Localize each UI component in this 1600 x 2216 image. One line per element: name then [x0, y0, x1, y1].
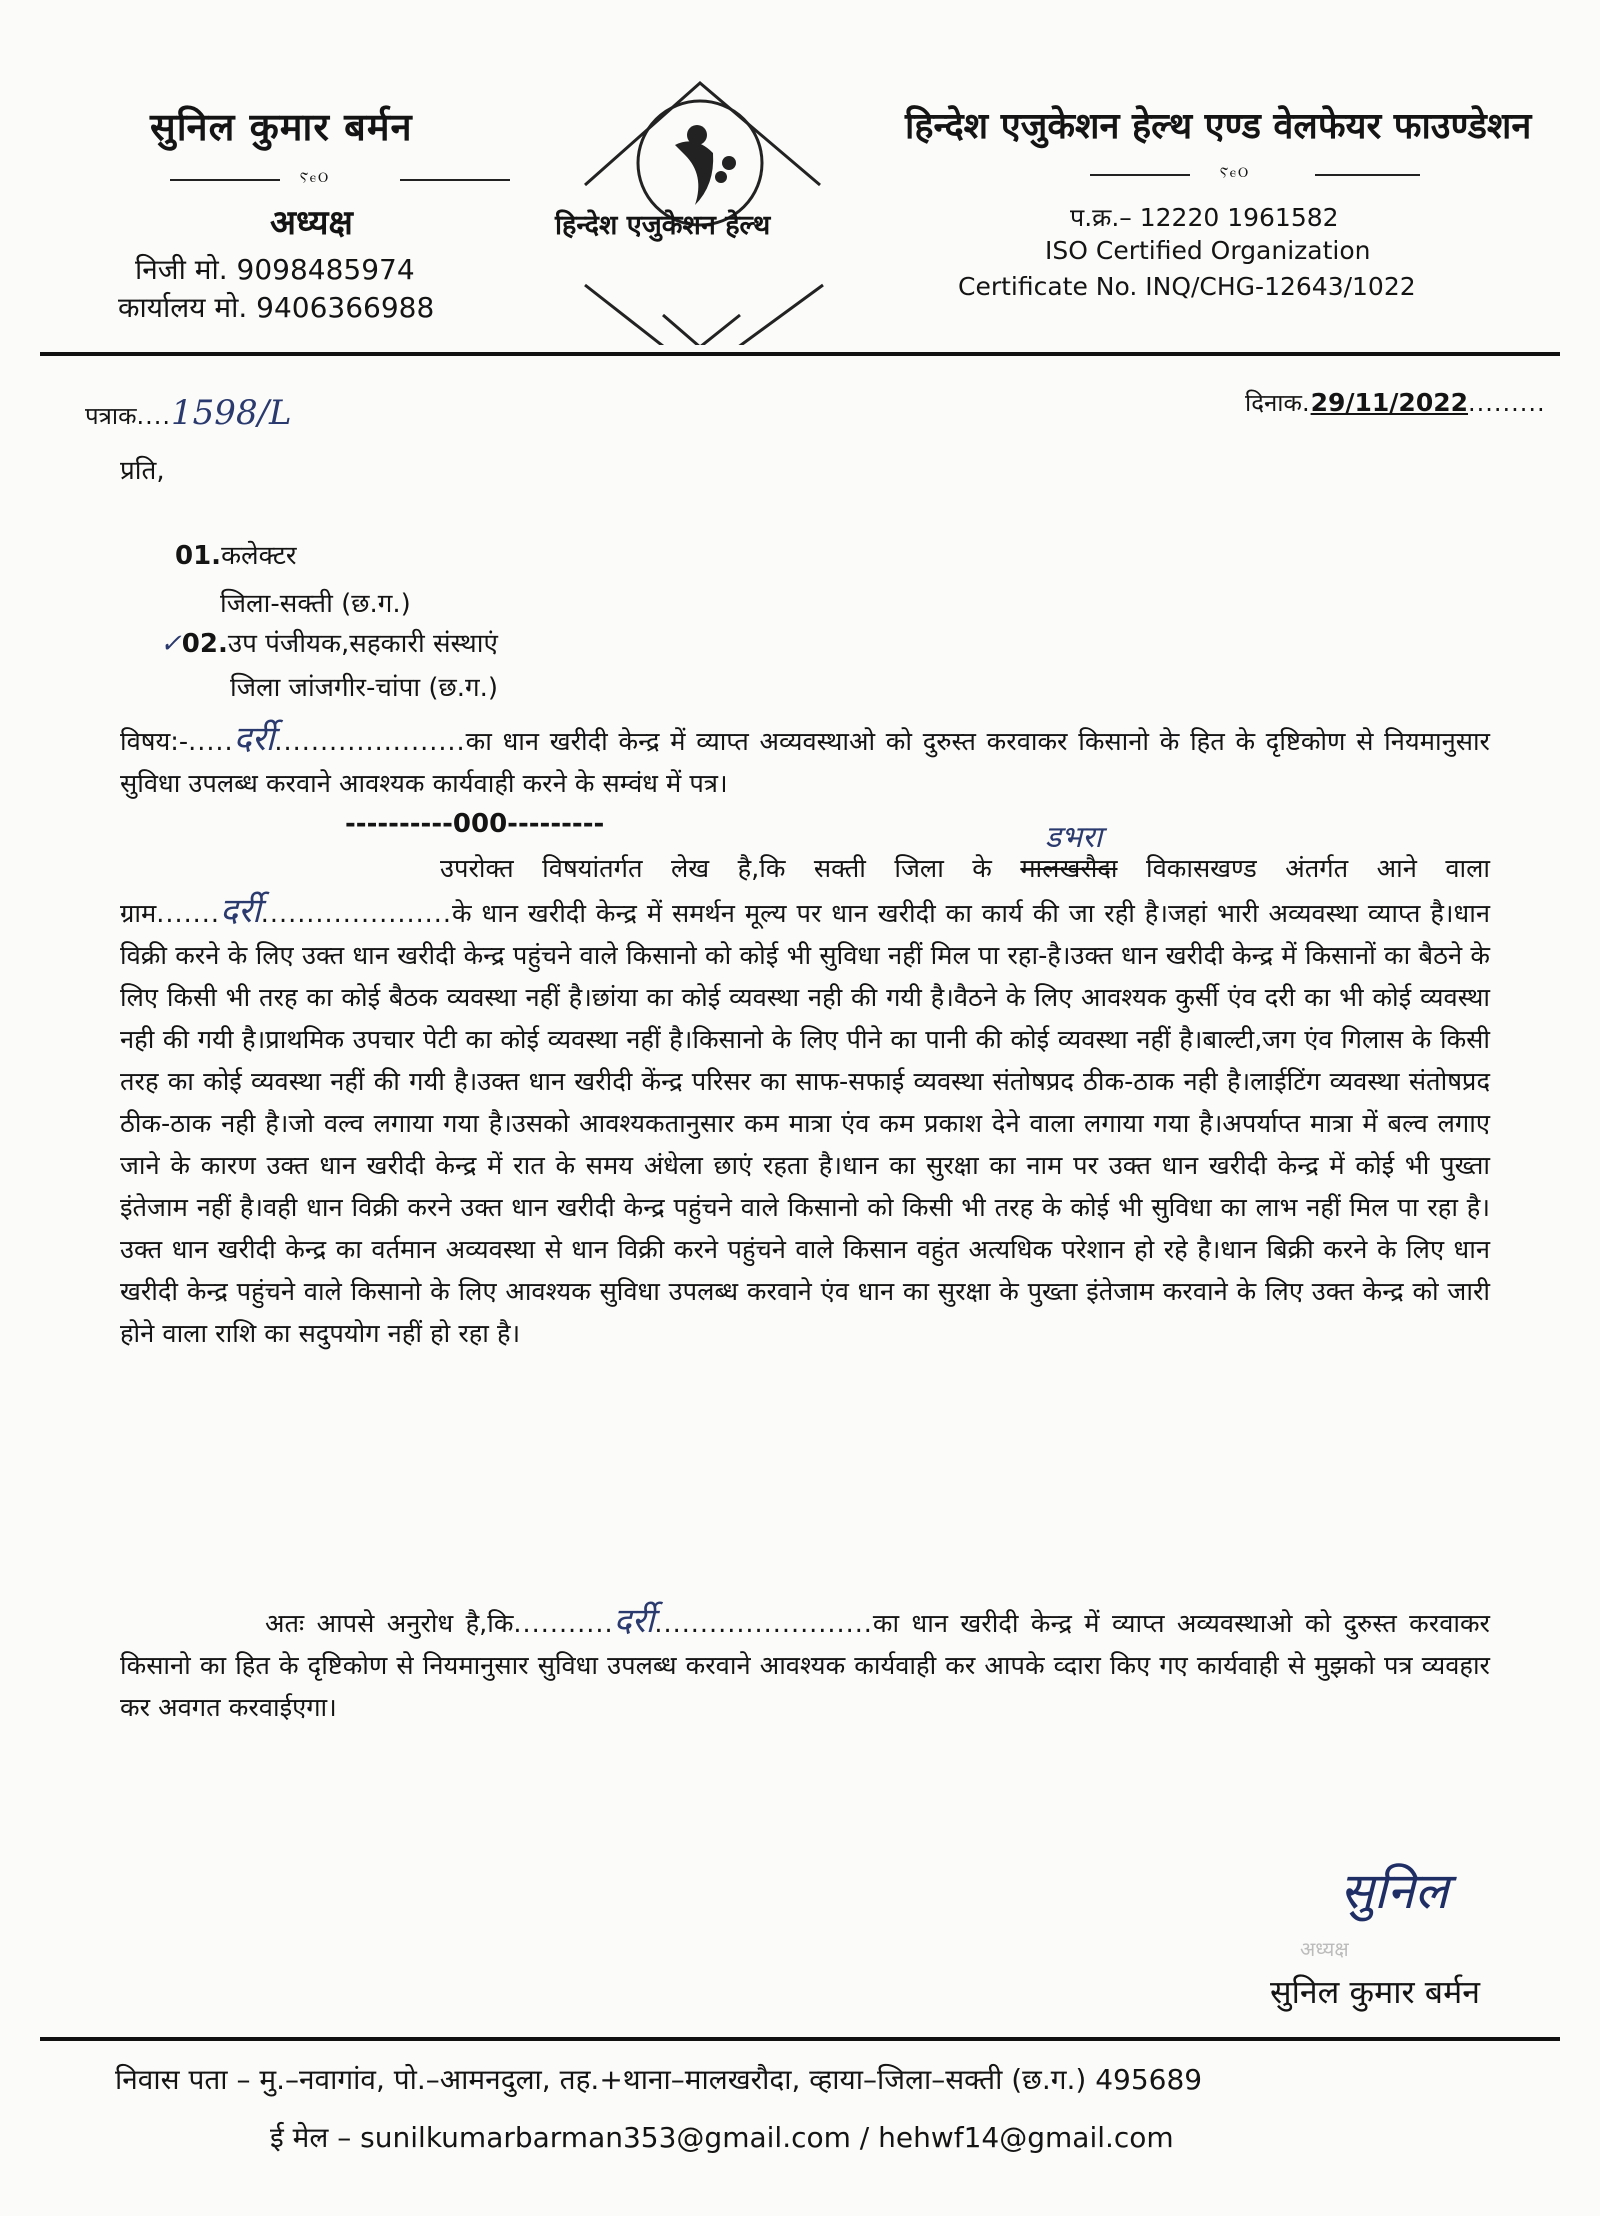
phone-office: कार्यालय मो. 9406366988 [118, 291, 435, 324]
body-p2-part-a: अतः आपसे अनुरोध है,कि [265, 1609, 514, 1639]
body-p1-part-b: विकासखण्ड अंतर्गत [1145, 854, 1349, 884]
date-line: दिनाक.29/11/2022......... [1245, 388, 1546, 417]
signatory-name: सुनिल कुमार बर्मन [1270, 1973, 1480, 2011]
right-ornament: ⲊⲉⲞ [1220, 165, 1251, 181]
header-divider [40, 352, 1560, 356]
body-paragraph-2: अतः आपसे अनुरोध है,कि...........दर्री........................का धान खरीदी केन्द्र में व्याप्त अव्यवस्थाओ को दुरुस्त करवाकर किसानो का हित के दृष्टिकोण से नियमानुसार सुविधा उपलब्ध करवाने आवश्यक कार्यवाही कर आपके व्दारा किए गए कार्यवाही से मुझको पत्र व्यवहार कर अवगत करवाईएगा। [120, 1601, 1490, 1723]
request-village-fill: दर्री [613, 1601, 655, 1641]
body-p2-part-b: का धान खरीदी केन्द्र में व्याप्त अव्यवस्थाओ को दुरुस्त करवाकर किसानो का हित के दृष्टिकोण से नियमानुसार सुविधा उपलब्ध करवाने आवश्यक कार्यवाही कर आपके व्दारा किए गए कार्यवाही से मुझको पत्र व्यवहार कर अवगत करवाईएगा। [120, 1609, 1490, 1723]
body-p1-part-d: के धान खरीदी केन्द्र में समर्थन मूल्य पर धान खरीदी का कार्य की जा रही है।जहां भारी अव्यवस्था व्याप्त है।धान विक्री करने के लिए उक्त धान खरीदी केन्द्र पहुंचने वाले किसानो को कोई भी सुविधा नहीं मिल पा रहा-है।उक्त धान खरीदी केन्द्र में किसानों का बैठने के लिए किसी भी तरह का कोई बैठक व्यवस्था नहीं है।छांया का कोई व्यवस्था नही की गयी है।वैठने के लिए आवश्यक कुर्सी एंव दरी का भी कोई व्यवस्था नही की गयी है।प्राथमिक उपचार पेटी का कोई व्यवस्था नहीं है।किसानो के लिए पीने का पानी की कोई व्यवस्था नहीं है।बाल्टी,जग एंव गिलास के किसी तरह का कोई व्यवस्था नहीं की गयी है।उक्त धान खरीदी केंन्द्र परिसर का साफ-सफाई व्यवस्था संतोषप्रद ठीक-ठाक नही है।लाईटिंग व्यवस्था संतोषप्रद ठीक-ठाक नही है।जो वल्व लगाया गया है।उसको आवश्यकतानुसार कम मात्रा एंव कम प्रकाश देने वाला लगाया गया है।अपर्याप्त मात्रा में बल्व लगाए जाने के कारण उक्त धान खरीदी केन्द्र में रात के समय अंधेला छाएं रहता है।धान का सुरक्षा का नाम पर उक्त धान खरीदी केन्द्र में कोई भी पुख्ता इंतेजाम नहीं है।वही धान विक्री करने उक्त धान खरीदी केन्द्र पहुंचने वाले किसानो को किसी भी तरह के कोई भी सुविधा का लाभ नहीं मिल पा रहा है।उक्त धान खरीदी केन्द्र का वर्तमान अव्यवस्था से धान विक्री करने पहुंचने वाले किसान वहुंत अत्यधिक परेशान हो रहे है।धान बिक्री करने के लिए धान खरीदी केन्द्र पहुंचने वाले किसानो के लिए आवश्यक सुविधा उपलब्ध करवाने एंव धान का सुरक्षा के पुख्ता इंतेजाम करवाने के लिए उक्त केन्द्र को जारी होने वाला राशि का सदुपयोग नहीं हो रहा है। [120, 899, 1490, 1349]
reference-label: पत्राक [85, 402, 137, 430]
body-village-fill: दर्री [220, 891, 261, 931]
section-separator: ----------000--------- [345, 809, 605, 839]
phone-personal: निजी मो. 9098485974 [135, 253, 415, 286]
iso-label: ISO Certified Organization [1045, 236, 1371, 265]
recipient-1-title: कलेक्टर [221, 541, 297, 571]
subject: विषय:-.....दर्री.....................का धान खरीदी केन्द्र में व्याप्त अव्यवस्थाओ को दुरुस्त करवाकर किसानो के हित के दृष्टिकोण से नियमानुसार सुविधा उपलब्ध करवाने आवश्यक कार्यवाही करने के सम्वंध में पत्र। [120, 719, 1490, 799]
subject-label: विषय:- [120, 727, 189, 757]
recipient-2-place: जिला जांजगीर-चांपा (छ.ग.) [230, 673, 499, 703]
reference-line: पत्राक....1598/L [85, 393, 292, 433]
footer-divider [40, 2037, 1560, 2041]
subject-line-1: का धान खरीदी केन्द्र में व्याप्त अव्यवस्थाओ को दुरुस्त करवाकर किसानो [465, 727, 1150, 757]
president-name: सुनिल कुमार बर्मन [150, 105, 413, 149]
recipient-2: ✓02.उप पंजीयक,सहकारी संस्थाएं [160, 629, 498, 659]
organization-name: हिन्देश एजुकेशन हेल्थ एण्ड वेलफेयर फाउण्डेशन [905, 106, 1532, 147]
footer-email: ई मेल – sunilkumarbarman353@gmail.com / hehwf14@gmail.com [270, 2121, 1174, 2154]
recipient-2-num: 02. [181, 629, 228, 659]
designation: अध्यक्ष [270, 203, 353, 243]
recipient-1-place: जिला-सक्ती (छ.ग.) [220, 589, 411, 619]
body-p1-part-a: उपरोक्त विषयांतर्गत लेख है,कि सक्ती जिला के [440, 854, 992, 884]
date-value: 29/11/2022 [1310, 388, 1468, 417]
left-ornament: ⲊⲉⲞ [300, 170, 331, 186]
logo-caption: हिन्देश एजुकेशन हेल्थ [555, 210, 771, 241]
subject-village-fill: दर्री [233, 719, 275, 759]
date-label: दिनाक [1245, 389, 1302, 417]
body-paragraph-1: उपरोक्त विषयांतर्गत लेख है,कि सक्ती जिला के मालखरौदा विकासखण्ड अंतर्गत आने वाला ग्राम.......दर्री.....................के धान खरीदी केन्द्र में समर्थन मूल्य पर धान खरीदी का कार्य की जा रही है।जहां भारी अव्यवस्था व्याप्त है।धान विक्री करने के लिए उक्त धान खरीदी केन्द्र पहुंचने वाले किसानो को कोई भी सुविधा नहीं मिल पा रहा-है।उक्त धान खरीदी केन्द्र में किसानों का बैठने के लिए किसी भी तरह का कोई बैठक व्यवस्था नहीं है।छांया का कोई व्यवस्था नही की गयी है।वैठने के लिए आवश्यक कुर्सी एंव दरी का भी कोई व्यवस्था नही की गयी है।प्राथमिक उपचार पेटी का कोई व्यवस्था नहीं है।किसानो के लिए पीने का पानी की कोई व्यवस्था नहीं है।बाल्टी,जग एंव गिलास के किसी तरह का कोई व्यवस्था नहीं की गयी है।उक्त धान खरीदी केंन्द्र परिसर का साफ-सफाई व्यवस्था संतोषप्रद ठीक-ठाक नही है।लाईटिंग व्यवस्था संतोषप्रद ठीक-ठाक नही है।जो वल्व लगाया गया है।उसको आवश्यकतानुसार कम मात्रा एंव कम प्रकाश देने वाला लगाया गया है।अपर्याप्त मात्रा में बल्व लगाए जाने के कारण उक्त धान खरीदी केन्द्र में रात के समय अंधेला छाएं रहता है।धान का सुरक्षा का नाम पर उक्त धान खरीदी केन्द्र में कोई भी पुख्ता इंतेजाम नहीं है।वही धान विक्री करने उक्त धान खरीदी केन्द्र पहुंचने वाले किसानो को किसी भी तरह के कोई भी सुविधा का लाभ नहीं मिल पा रहा है।उक्त धान खरीदी केन्द्र का वर्तमान अव्यवस्था से धान विक्री करने पहुंचने वाले किसान वहुंत अत्यधिक परेशान हो रहे है।धान बिक्री करने के लिए धान खरीदी केन्द्र पहुंचने वाले किसानो के लिए आवश्यक सुविधा उपलब्ध करवाने एंव धान का सुरक्षा के पुख्ता इंतेजाम करवाने के लिए उक्त केन्द्र को जारी होने वाला राशि का सदुपयोग नहीं हो रहा है। [120, 854, 1490, 1349]
certificate-number: Certificate No. INQ/CHG-12643/1022 [958, 272, 1416, 301]
recipient-2-title: उप पंजीयक,सहकारी संस्थाएं [227, 629, 498, 659]
struck-block-name: मालखरौदा [1020, 854, 1118, 884]
handwritten-signature: सुनिल [1340, 1862, 1449, 1920]
registration-number: प.क्र.– 12220 1961582 [1070, 203, 1339, 232]
subject-line-2: के हित के दृष्टिकोण से नियमानुसार सुविधा उपलब्ध करवाने आवश्यक कार्यवाही करने के सम्वंध में पत्र। [120, 727, 1490, 799]
reference-number: 1598/L [171, 393, 292, 433]
right-ornament-divider [1090, 165, 1420, 183]
faded-stamp: अध्यक्ष [1300, 1937, 1349, 1961]
recipient-1-num: 01. [175, 541, 222, 571]
salutation: प्रति, [120, 456, 165, 486]
footer-address: निवास पता – मु.–नवागांव, पो.–आमनदुला, तह.+थाना–मालखरौदा, व्हाया–जिला–सक्ती (छ.ग.) 495689 [115, 2063, 1203, 2096]
handwritten-correction: डभरा [1045, 820, 1103, 855]
body-p1-part-c: आने वाला ग्राम [120, 854, 1490, 929]
left-ornament-divider [170, 170, 510, 188]
recipient-1 [175, 540, 297, 572]
